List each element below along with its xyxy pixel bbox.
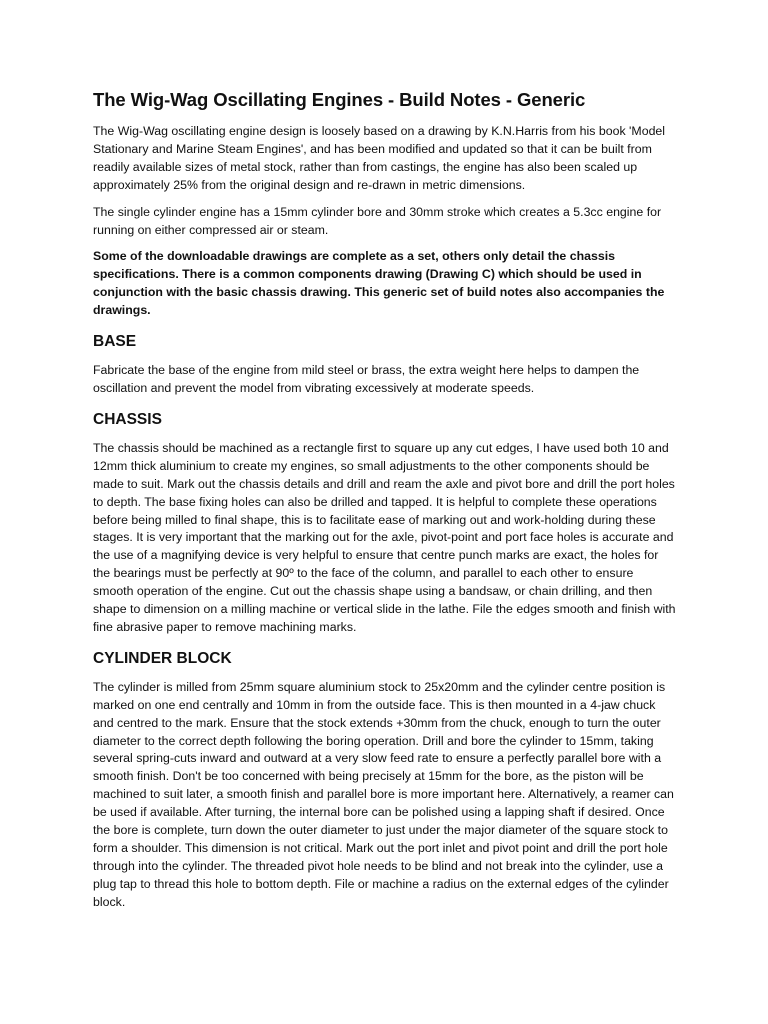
section-heading-cylinder-block: CYLINDER BLOCK xyxy=(93,649,232,667)
section-body-cylinder-block: The cylinder is milled from 25mm square aluminium stock to 25x20mm and the cylinder centre position is marked on one end centrally and 10mm in from the outside face. This is then mounted in a 4-jaw chuck and centred to the mark. Ensure that the stock extends +30mm from the chuck, enough to turn the outer diameter to the correct depth following the boring operation. Drill and bore the cylinder to 15mm, taking several spring-cuts inward and outward at a very slow feed rate to ensure a perfectly parallel bore with a smooth finish. Don't be too concerned with being precisely at 15mm for the bore, as the piston will be machined to suit later, a smooth finish and parallel bore is more important here. Alternatively, a reamer can be used if available. After turning, the internal bore can be polished using a lapping shaft if desired. Once the bore is complete, turn down the outer diameter to just under the major diameter of the square stock to form a shoulder. This dimension is not critical. Mark out the port inlet and pivot point and drill the port hole through into the cylinder. The threaded pivot hole needs to be blind and not break into the cylinder, use a plug tap to thread this hole to bottom depth. File or machine a radius on the external edges of the cylinder block. xyxy=(93,679,674,909)
section-heading-base: BASE xyxy=(93,333,137,351)
intro-paragraph-2: The single cylinder engine has a 15mm cylinder bore and 30mm stroke which creates a 5.3cc engine for running on either compressed air or steam. xyxy=(93,204,662,237)
section-body-chassis: The chassis should be machined as a rectangle first to square up any cut edges, I have used both 10 and 12mm thick aluminium to create my engines, so small adjustments to the other components should be made to suit. Mark out the chassis details and drill and ream the axle and pivot bore and drill the port holes to depth. The base fixing holes can also be drilled and tapped. It is helpful to complete these operations before being milled to final shape, this is to facilitate ease of marking out and work-holding during these stages. It is very important that the marking out for the axle, pivot-point and port face holes is accurate and the use of a magnifying device is very helpful to ensure that centre punch marks are exact, the holes for the bearings must be perfectly at 90º to the face of the column, and parallel to each other to ensure smooth operation of the engine. Cut out the chassis shape using a bandsaw, or chain drilling, and then shape to dimension on a milling machine or vertical slide in the lathe. File the edges smooth and finish with fine abrasive paper to remove machining marks. xyxy=(93,440,676,634)
intro-paragraph-1: The Wig-Wag oscillating engine design is loosely based on a drawing by K.N.Harris from his book 'Model Stationary and Marine Steam Engines', and has been modified and updated so that it can be built from readily available sizes of metal stock, rather than from castings, the engine has also been scaled up approximately 25% from the original design and re-drawn in metric dimensions. xyxy=(93,124,666,192)
section-heading-chassis: CHASSIS xyxy=(93,410,162,428)
drawings-note-paragraph: Some of the downloadable drawings are complete as a set, others only detail the chassis specifications. There is a common components drawing (Drawing C) which should be used in conjunction with the basic chassis drawing. This generic set of build notes also accompanies the drawings. xyxy=(93,249,665,318)
section-body-base: Fabricate the base of the engine from mild steel or brass, the extra weight here helps to dampen the oscillation and prevent the model from vibrating excessively at moderate speeds. xyxy=(93,363,640,395)
document-title: The Wig-Wag Oscillating Engines - Build Notes - Generic xyxy=(93,89,586,110)
